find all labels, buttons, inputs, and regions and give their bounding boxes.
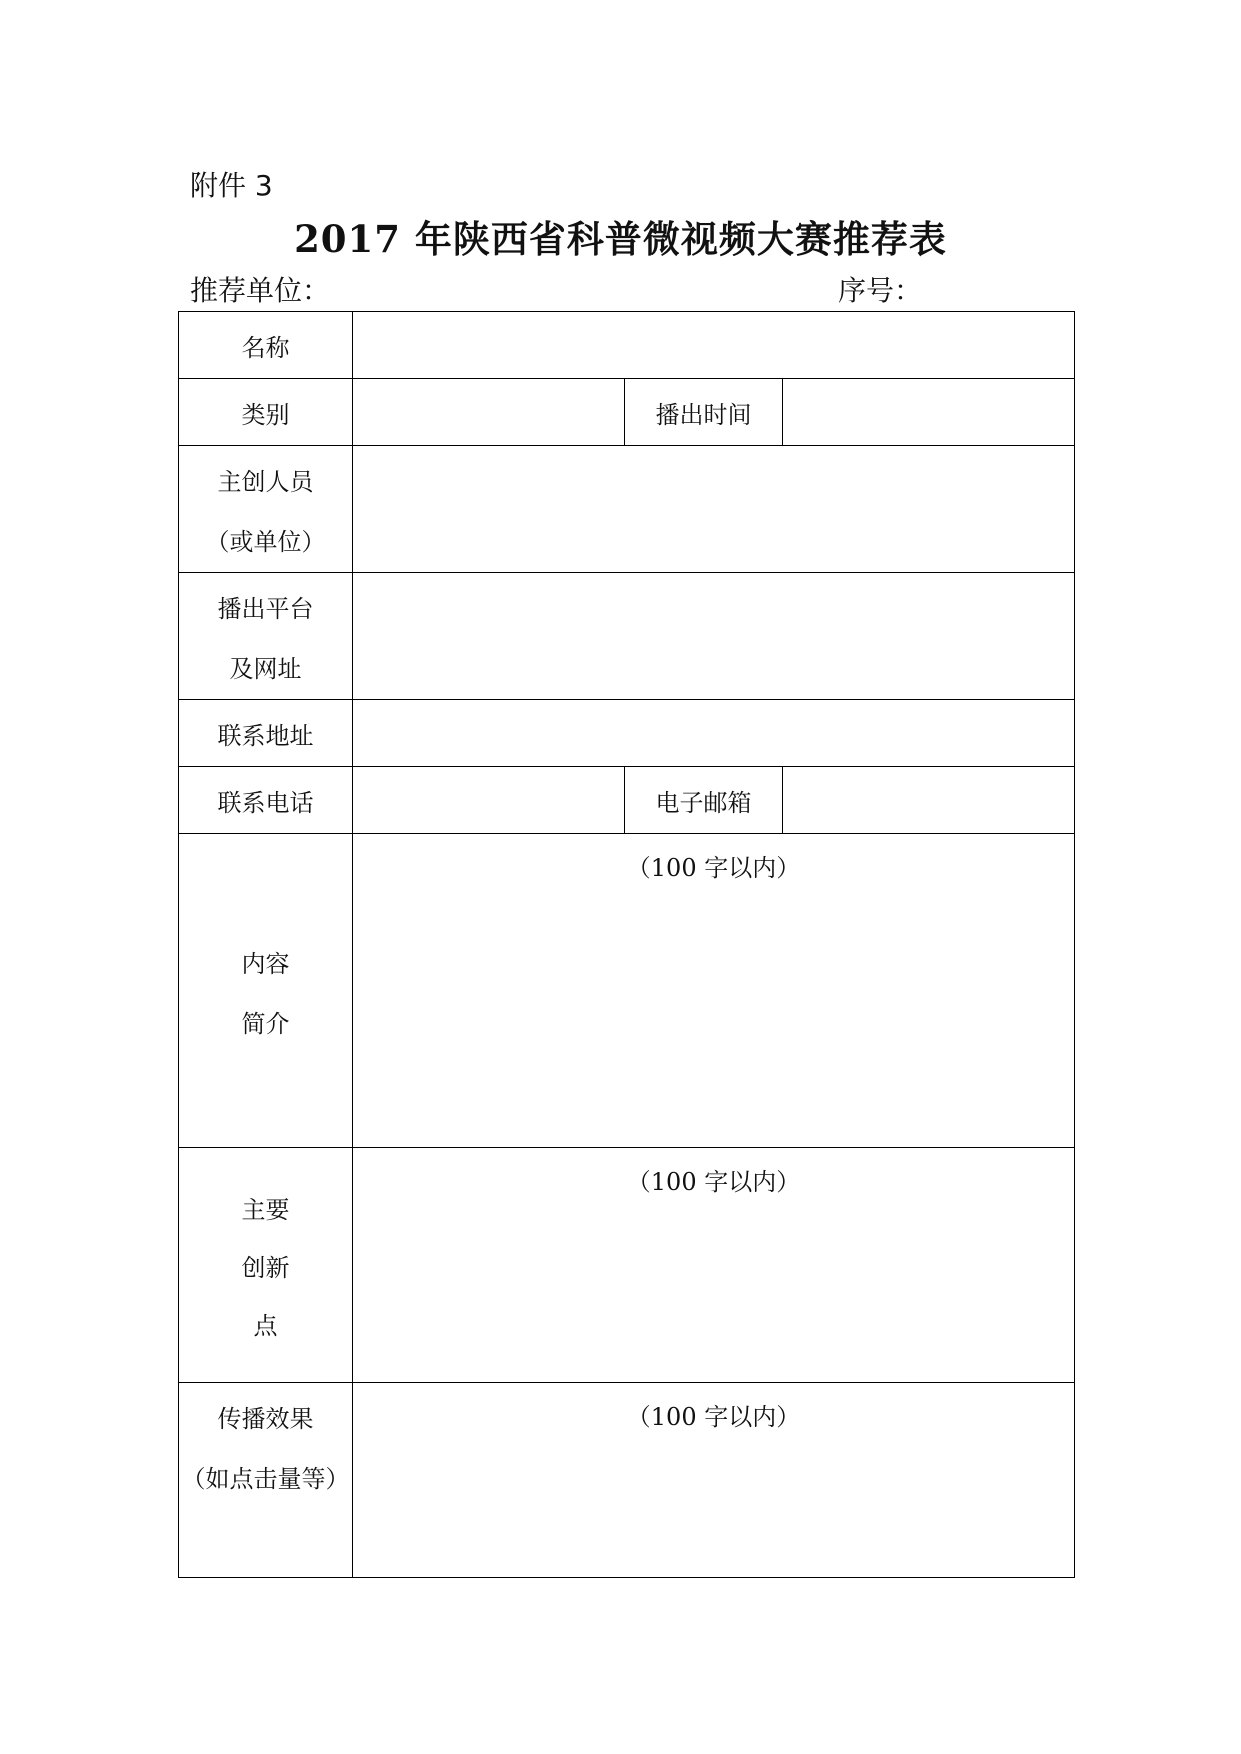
name-label: 名称: [241, 334, 290, 362]
row-address: [179, 700, 1075, 767]
address-label-cell: [179, 700, 353, 767]
innovation-label-line-1: 主要: [241, 1196, 290, 1224]
address-field[interactable]: [353, 700, 1075, 767]
broadcast-time-field[interactable]: [783, 379, 1075, 446]
row-innovation: [179, 1148, 1075, 1383]
innovation-note: （100 字以内）: [626, 1168, 801, 1196]
effect-label-line-2: （如点击量等）: [181, 1465, 350, 1493]
attachment-label: 附件 3: [190, 169, 273, 202]
creator-label-line-2: （或单位）: [205, 528, 326, 556]
innovation-label-line-2: 创新: [241, 1254, 290, 1282]
effect-field[interactable]: [353, 1383, 1075, 1578]
category-label-cell: [179, 379, 353, 446]
creator-field[interactable]: [353, 446, 1075, 573]
row-creator: [179, 446, 1075, 573]
effect-label-cell: [179, 1383, 353, 1578]
innovation-label-line-3: 点: [253, 1312, 278, 1340]
phone-label: 联系电话: [217, 789, 314, 817]
page-title: 2017 年陕西省科普微视频大赛推荐表: [294, 217, 947, 261]
intro-label-line-2: 简介: [241, 1009, 290, 1038]
row-platform: [179, 573, 1075, 700]
creator-label-line-1: 主创人员: [217, 468, 314, 496]
email-label: 电子邮箱: [625, 767, 783, 834]
intro-label-line-1: 内容: [241, 949, 290, 978]
category-field[interactable]: [353, 379, 625, 446]
broadcast-time-label: 播出时间: [625, 379, 783, 446]
innovation-field[interactable]: [353, 1148, 1075, 1383]
row-category: [179, 379, 1075, 446]
intro-label-cell: [179, 834, 353, 1148]
category-label: 类别: [241, 401, 290, 429]
row-effect: [179, 1383, 1075, 1578]
serial-number-label: 序号：: [838, 274, 923, 307]
recommendation-form-table: [178, 311, 1075, 1578]
address-label: 联系地址: [217, 722, 314, 750]
effect-note: （100 字以内）: [626, 1403, 801, 1431]
effect-label-line-1: 传播效果: [217, 1405, 314, 1433]
row-name: [179, 312, 1075, 379]
creator-label-cell: [179, 446, 353, 573]
email-field[interactable]: [783, 767, 1075, 834]
name-label-cell: [179, 312, 353, 379]
intro-field[interactable]: [353, 834, 1075, 1148]
platform-label-line-2: 及网址: [229, 655, 302, 683]
intro-note: （100 字以内）: [626, 854, 801, 882]
recommending-unit-label: 推荐单位：: [190, 274, 331, 307]
platform-label-line-1: 播出平台: [217, 595, 314, 623]
name-field[interactable]: [353, 312, 1075, 379]
platform-field[interactable]: [353, 573, 1075, 700]
phone-field[interactable]: [353, 767, 625, 834]
row-phone: [179, 767, 1075, 834]
innovation-label-cell: [179, 1148, 353, 1383]
platform-label-cell: [179, 573, 353, 700]
phone-label-cell: [179, 767, 353, 834]
row-intro: [179, 834, 1075, 1148]
